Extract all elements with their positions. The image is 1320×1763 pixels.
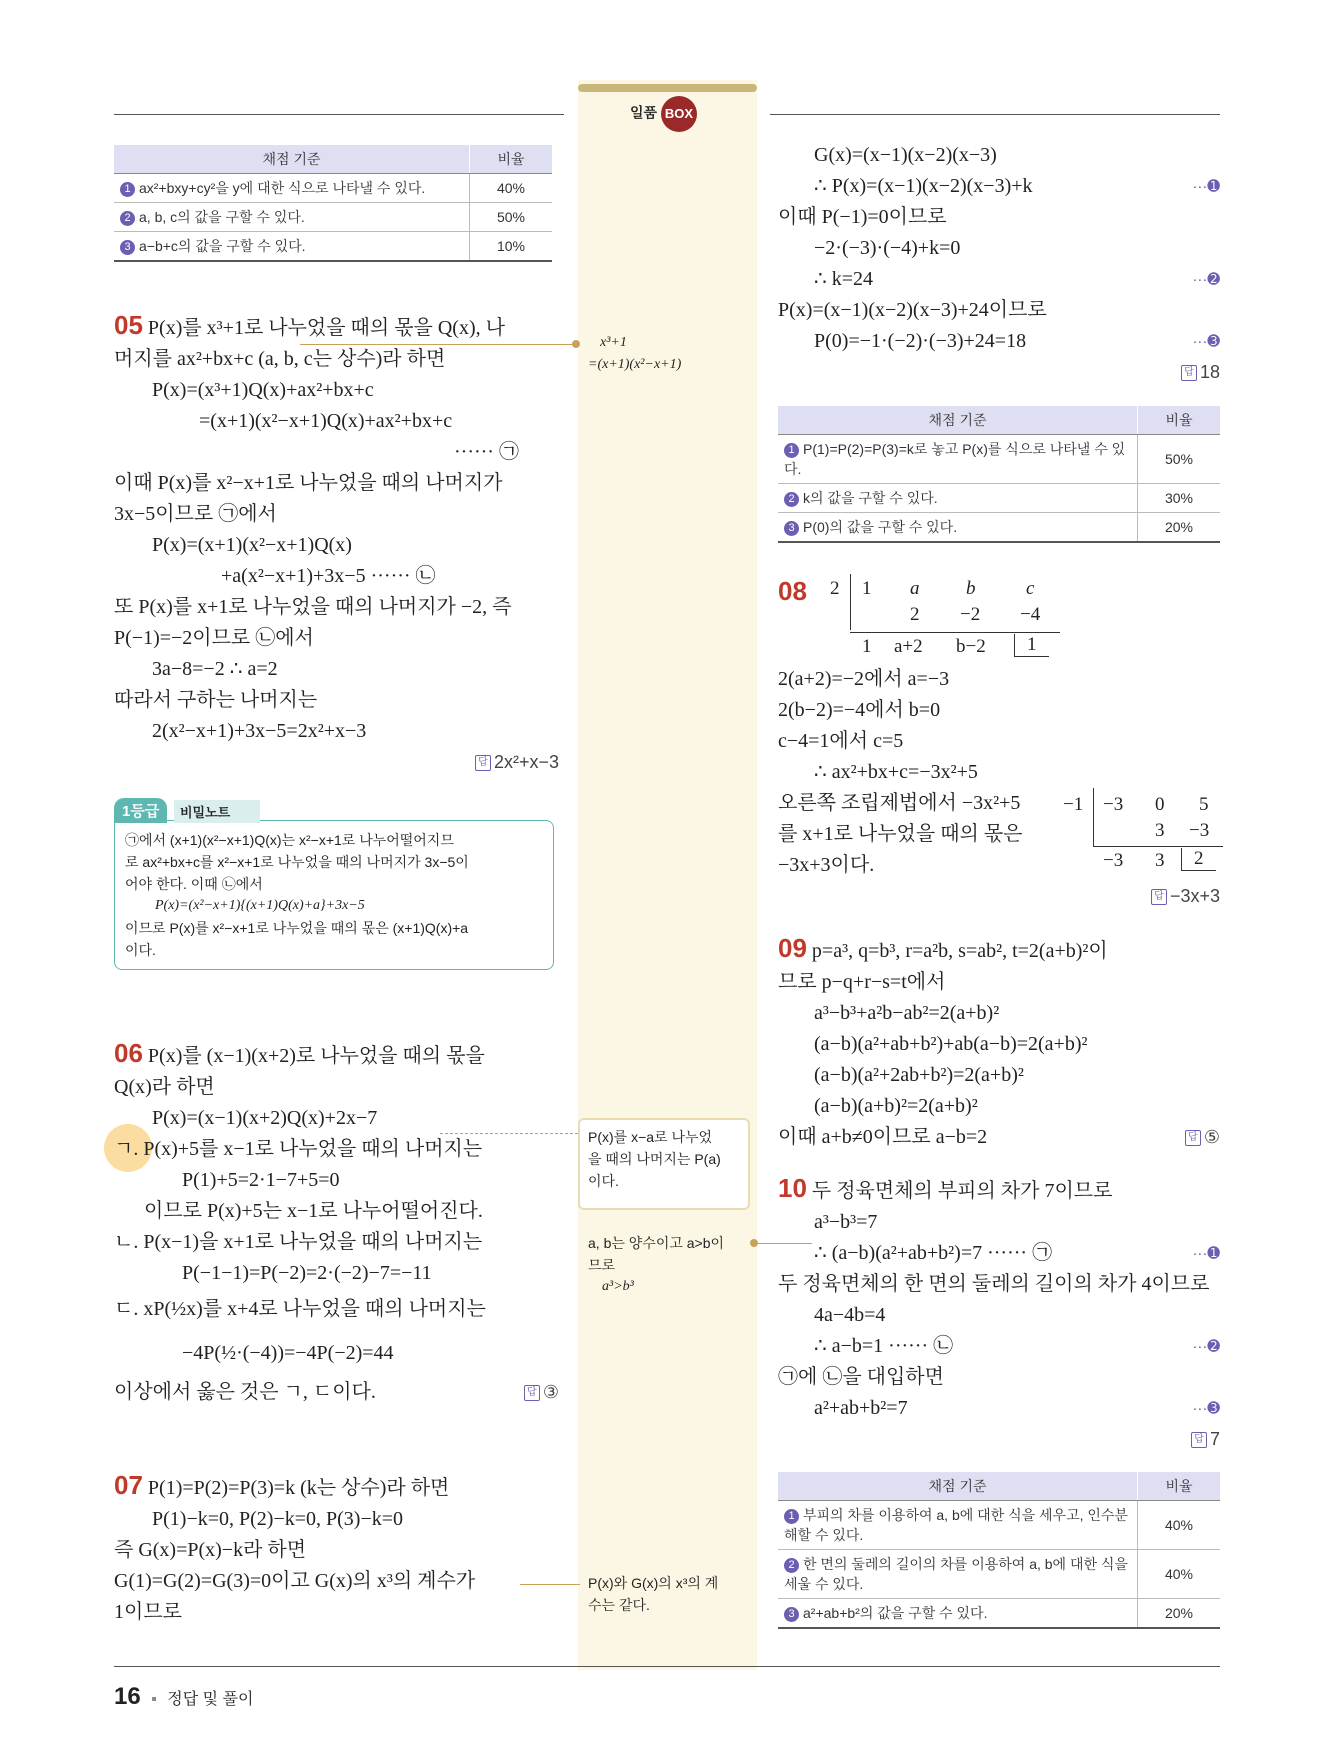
secret-note (114, 798, 554, 970)
score-table-3: 채점 기준 비율 1 부피의 차를 이용하여 a, b에 대한 식을 세우고, 인수분해할 수 있다. 40% 2 한 면의 둘레의 길이의 차를 이용하여 a, b에 대한 식을 세울 수 있다. 40% 3 a²+ab+b²의 값을 구할 수 있다. 20% (778, 1472, 1220, 1629)
answer-icon: 답 (1151, 889, 1167, 905)
answer-icon: 답 (1181, 365, 1197, 381)
answer-icon: 답 (1191, 1432, 1207, 1448)
problem-06: 06 P(x)를 (x−1)(x+2)로 나누었을 때의 몫을 Q(x)라 하면 P(x)=(x−1)(x+2)Q(x)+2x−7 ㄱ. P(x)+5를 x−1로 나누었을 때의 나머지는 P(1)+5=2·1−7+5=0 이므로 P(x)+5는 x−1로 나누어떨어진다. ㄴ. P(x−1)을 x+1로 나누었을 때의 나머지는 P(−1−1)=P(−2)=2·(−2)−7=−11 ㄷ. xP(½x)를 x+4로 나누었을 때의 나머지는 −4P(½·(−4))=−4P(−2)=44 이상에서 옳은 것은 ㄱ, ㄷ이다. 답 ③ (114, 1038, 559, 1408)
header-rule-right (770, 114, 1220, 115)
center-band (578, 80, 757, 1670)
note-body: ㉠에서 (x+1)(x²−x+1)Q(x)는 x²−x+1로 나누어떨어지므 로 ax²+bx+c를 x²−x+1로 나누었을 때의 나머지가 3x−5이 어야 한다. 이때 ㉡에서 P(x)=(x²−x+1){(x+1)Q(x)+a}+3x−5 이므로 P(x)를 x²−x+1로 나누었을 때의 몫은 (x+1)Q(x)+a 이다. (114, 820, 554, 970)
synthetic-division-2: −1 −3 0 5 3 −3 −3 3 2 (1063, 788, 1223, 880)
step-3-marker: ···➌ (1192, 333, 1220, 350)
side-note-3: a, b는 양수이고 a>b이 므로 a³>b³ (588, 1235, 725, 1294)
answer-icon: 답 (475, 755, 491, 771)
side-note-1: x³+1 =(x+1)(x²−x+1) (588, 335, 682, 372)
grade-badge: 1등급 (114, 798, 167, 823)
side-connector-3 (752, 1243, 812, 1244)
box-label: 일품 BOX (630, 96, 697, 132)
note-title: 비밀노트 (174, 800, 260, 823)
answer-09: 답 ⑤ (1185, 1122, 1220, 1153)
side-note-4: P(x)와 G(x)의 x³의 계 수는 같다. (588, 1575, 719, 1613)
answer-08: 답 −3x+3 (778, 881, 1220, 912)
header-rule-left (114, 114, 564, 115)
problem-number: 10 (778, 1173, 807, 1203)
score-table-2: 채점 기준 비율 1 P(1)=P(2)=P(3)=k로 놓고 P(x)를 식으로 나타낼 수 있다. 50% 2 k의 값을 구할 수 있다. 30% 3 P(0)의 값을 구할 수 있다. 20% (778, 406, 1220, 543)
problem-10: 10 두 정육면체의 부피의 차가 7이므로 a³−b³=7 ∴ (a−b)(a²+ab+b²)=7 ······ ㉠ ···➊ 두 정육면체의 한 면의 둘레의 길이의 차가 4이므로 4a−4b=4 ∴ a−b=1 ······ ㉡ ···➋ ㉠에 ㉡을 대입하면 a²+ab+b²=7 ···➌ 답 7 (778, 1173, 1220, 1455)
side-connector-1 (300, 344, 578, 345)
side-dot-1 (572, 340, 580, 348)
box-badge: BOX (661, 96, 697, 132)
answer-icon: 답 (524, 1385, 540, 1401)
problem-number: 06 (114, 1038, 143, 1068)
score-table-1: 채점 기준 비율 1 ax²+bxy+cy²을 y에 대한 식으로 나타낼 수 있다. 40% 2 a, b, c의 값을 구할 수 있다. 50% 3 a−b+c의 값을 구할 수 있다. 10% (114, 145, 552, 262)
step-2-marker: ···➋ (1192, 271, 1220, 288)
problem-number: 05 (114, 310, 143, 340)
problem-07: 07 P(1)=P(2)=P(3)=k (k는 상수)라 하면 P(1)−k=0, P(2)−k=0, P(3)−k=0 즉 G(x)=P(x)−k라 하면 G(1)=G(2)=G(3)=0이고 G(x)의 x³의 계수가 1이므로 (114, 1470, 476, 1623)
problem-08: 08 2 1 a b c 2 −2 −4 1 a+2 b−2 1 2(a+2)=−2에서 a=−3 2(b−2)=−4에서 b=0 c−4=1에서 c=5 ∴ ax²+bx+c=−3x²+5 오른쪽 조립제법에서 −3x²+5 를 x+1로 나누었을 때의 몫은 −3x+3이다. −1 −3 0 5 3 −3 −3 3 2 답 −3x+3 (778, 574, 1220, 912)
step-1-marker: ···➊ (1192, 1245, 1220, 1262)
footer-label: 정답 및 풀이 (167, 1691, 254, 1708)
answer-icon: 답 (1185, 1130, 1201, 1146)
answer-07: 답 18 (778, 357, 1220, 388)
problem-number: 08 (778, 576, 807, 606)
side-dot-3 (750, 1239, 758, 1247)
step-1-marker: ···➊ (1192, 178, 1220, 195)
problem-09: 09 p=a³, q=b³, r=a²b, s=ab², t=2(a+b)²이 므로 p−q+r−s=t에서 a³−b³+a²b−ab²=2(a+b)² (a−b)(a²+ab+b²)+ab(a−b)=2(a+b)² (a−b)(a²+2ab+b²)=2(a+b)² (a−b)(a+b)²=2(a+b)² 이때 a+b≠0이므로 a−b=2 답 ⑤ (778, 933, 1220, 1153)
center-band-top (578, 84, 757, 92)
answer-10: 답 7 (778, 1424, 1220, 1455)
footer-rule (114, 1666, 1220, 1667)
problem-07-cont: G(x)=(x−1)(x−2)(x−3) ∴ P(x)=(x−1)(x−2)(x−3)+k ···➊ 이때 P(−1)=0이므로 −2·(−3)·(−4)+k=0 ∴ k=24 ···➋ P(x)=(x−1)(x−2)(x−3)+24이므로 P(0)=−1·(−2)·(−3)+24=18 ···➌ 답 18 (778, 140, 1220, 388)
side-note-2: P(x)를 x−a로 나누었 을 때의 나머지는 P(a) 이다. (578, 1118, 750, 1210)
side-connector-2 (440, 1133, 578, 1134)
problem-number: 09 (778, 933, 807, 963)
answer-06: 답 ③ (524, 1377, 559, 1408)
page-number: 16 (114, 1683, 141, 1710)
step-3-marker: ···➌ (1192, 1400, 1220, 1417)
problem-05: 05 P(x)를 x³+1로 나누었을 때의 몫을 Q(x), 나 머지를 ax²+bx+c (a, b, c는 상수)라 하면 P(x)=(x³+1)Q(x)+ax²+bx+c =(x+1)(x²−x+1)Q(x)+ax²+bx+c ······ ㉠ 이때 P(x)를 x²−x+1로 나누었을 때의 나머지가 3x−5이므로 ㉠에서 P(x)=(x+1)(x²−x+1)Q(x) +a(x²−x+1)+3x−5 ······ ㉡ 또 P(x)를 x+1로 나누었을 때의 나머지가 −2, 즉 P(−1)=−2이므로 ㉡에서 3a−8=−2 ∴ a=2 따라서 구하는 나머지는 2(x²−x+1)+3x−5=2x²+x−3 답 2x²+x−3 (114, 310, 559, 778)
footer: 16 ▪ 정답 및 풀이 (114, 1683, 254, 1710)
side-connector-4 (520, 1584, 580, 1585)
step-2-marker: ···➋ (1192, 1338, 1220, 1355)
problem-number: 07 (114, 1470, 143, 1500)
answer-05: 답 2x²+x−3 (114, 747, 559, 778)
